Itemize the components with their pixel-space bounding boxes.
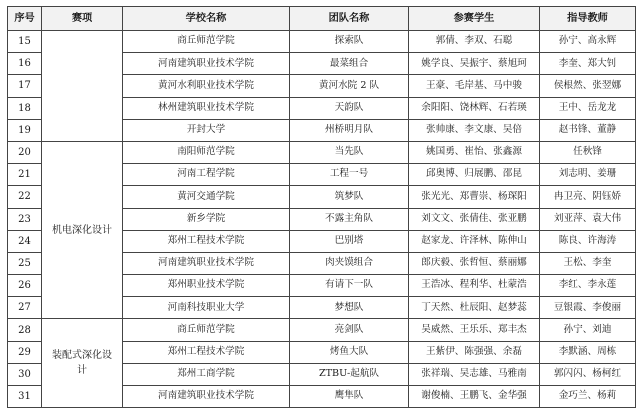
- row-school: 郑州职业技术学院: [123, 275, 290, 297]
- event-cell-mech: 机电深化设计: [42, 141, 123, 319]
- row-school: 河南工程学院: [123, 164, 290, 186]
- row-school: 新乡学院: [123, 208, 290, 230]
- row-teachers: 刘志明、姜珊: [540, 164, 636, 186]
- row-students: 姚学良、吴振宇、蔡旭珂: [409, 53, 540, 75]
- row-school: 南阳师范学院: [123, 141, 290, 163]
- row-teachers: 豆银霞、李俊丽: [540, 297, 636, 319]
- row-team: 州桥明月队: [290, 119, 409, 141]
- table-row: [8, 31, 636, 53]
- row-teachers: 李奎、郑大钊: [540, 53, 636, 75]
- row-team: 黄河水院 2 队: [290, 75, 409, 97]
- row-teachers: 李默涵、周栋: [540, 341, 636, 363]
- row-school: 河南建筑职业技术学院: [123, 252, 290, 274]
- row-students: 张帅康、李文康、吴倍: [409, 119, 540, 141]
- row-school: 商丘师范学院: [123, 31, 290, 53]
- row-team: 巴别塔: [290, 230, 409, 252]
- row-team: 筑梦队: [290, 186, 409, 208]
- row-team: 不露主角队: [290, 208, 409, 230]
- row-teachers: 孙宁、高永辉: [540, 31, 636, 53]
- row-teachers: 郭闪闪、杨柯红: [540, 363, 636, 385]
- row-no: 29: [8, 341, 42, 363]
- row-team: 当先队: [290, 141, 409, 163]
- row-teachers: 赵书锋、董静: [540, 119, 636, 141]
- row-students: 郭倩、李双、石聪: [409, 31, 540, 53]
- row-students: 王浩冰、程利华、杜蒙浩: [409, 275, 540, 297]
- row-no: 17: [8, 75, 42, 97]
- header-no: 序号: [8, 7, 42, 31]
- row-school: 黄河水利职业技术学院: [123, 75, 290, 97]
- row-teachers: 陈良、许海涛: [540, 230, 636, 252]
- row-no: 21: [8, 164, 42, 186]
- row-students: 刘文文、张倩佳、张亚鹏: [409, 208, 540, 230]
- row-students: 丁天然、杜辰阳、赵梦蕊: [409, 297, 540, 319]
- row-team: 最菜组合: [290, 53, 409, 75]
- header-event: 赛项: [42, 7, 123, 31]
- row-teachers: 王中、岳龙龙: [540, 97, 636, 119]
- table-header-row: [8, 7, 636, 31]
- row-students: 王紫伊、陈强强、余磊: [409, 341, 540, 363]
- row-students: 赵家龙、许泽林、陈伸山: [409, 230, 540, 252]
- event-cell-prefab: 装配式深化设计: [42, 319, 123, 408]
- row-students: 邱奥博、归展鹏、邵昆: [409, 164, 540, 186]
- row-teachers: 冉卫亮、阴钰娇: [540, 186, 636, 208]
- row-no: 26: [8, 275, 42, 297]
- row-students: 张祥瑞、吴志雄、马雅南: [409, 363, 540, 385]
- header-team: 团队名称: [290, 7, 409, 31]
- table-row: [8, 319, 636, 341]
- row-school: 河南建筑职业技术学院: [123, 386, 290, 408]
- header-teachers: 指导教师: [540, 7, 636, 31]
- row-school: 郑州工商学院: [123, 363, 290, 385]
- row-teachers: 刘亚萍、袁大伟: [540, 208, 636, 230]
- row-teachers: 侯根然、张翌娜: [540, 75, 636, 97]
- row-no: 19: [8, 119, 42, 141]
- row-no: 22: [8, 186, 42, 208]
- row-no: 16: [8, 53, 42, 75]
- row-students: 王豪、毛岸基、马中骏: [409, 75, 540, 97]
- row-students: 郎庆毅、张哲恒、蔡丽娜: [409, 252, 540, 274]
- row-team: 工程一号: [290, 164, 409, 186]
- row-team: 梦想队: [290, 297, 409, 319]
- table-row: [8, 141, 636, 163]
- row-no: 30: [8, 363, 42, 385]
- row-no: 23: [8, 208, 42, 230]
- row-school: 林州建筑职业技术学院: [123, 97, 290, 119]
- event-cell-empty: [42, 31, 123, 142]
- row-team: 肉夹馍组合: [290, 252, 409, 274]
- row-no: 18: [8, 97, 42, 119]
- row-team: 有请下一队: [290, 275, 409, 297]
- row-students: 张光光、郑曹崇、杨琛阳: [409, 186, 540, 208]
- row-team: 烤鱼大队: [290, 341, 409, 363]
- row-no: 24: [8, 230, 42, 252]
- award-list-table-wrapper: [7, 6, 635, 408]
- row-no: 28: [8, 319, 42, 341]
- row-no: 25: [8, 252, 42, 274]
- header-school: 学校名称: [123, 7, 290, 31]
- row-team: 鹰隼队: [290, 386, 409, 408]
- row-students: 余阳阳、饶林辉、石若瑛: [409, 97, 540, 119]
- header-students: 参赛学生: [409, 7, 540, 31]
- row-no: 20: [8, 141, 42, 163]
- row-school: 郑州工程技术学院: [123, 230, 290, 252]
- row-teachers: 金巧兰、杨莉: [540, 386, 636, 408]
- row-teachers: 任秋锋: [540, 141, 636, 163]
- row-students: 吴威然、王乐乐、郑丰杰: [409, 319, 540, 341]
- row-students: 谢俊楠、王鹏飞、金华强: [409, 386, 540, 408]
- row-no: 27: [8, 297, 42, 319]
- row-school: 商丘师范学院: [123, 319, 290, 341]
- row-team: ZTBU-起航队: [290, 363, 409, 385]
- row-team: 天韵队: [290, 97, 409, 119]
- row-no: 31: [8, 386, 42, 408]
- award-list-table: [7, 6, 636, 408]
- row-school: 开封大学: [123, 119, 290, 141]
- row-no: 15: [8, 31, 42, 53]
- row-school: 郑州工程技术学院: [123, 341, 290, 363]
- row-teachers: 孙宁、刘迪: [540, 319, 636, 341]
- row-teachers: 王松、李奎: [540, 252, 636, 274]
- row-team: 探索队: [290, 31, 409, 53]
- row-team: 亮剑队: [290, 319, 409, 341]
- row-teachers: 李红、李永莲: [540, 275, 636, 297]
- row-school: 河南科技职业大学: [123, 297, 290, 319]
- row-school: 河南建筑职业技术学院: [123, 53, 290, 75]
- row-school: 黄河交通学院: [123, 186, 290, 208]
- row-students: 姚国勇、崔怡、张鑫源: [409, 141, 540, 163]
